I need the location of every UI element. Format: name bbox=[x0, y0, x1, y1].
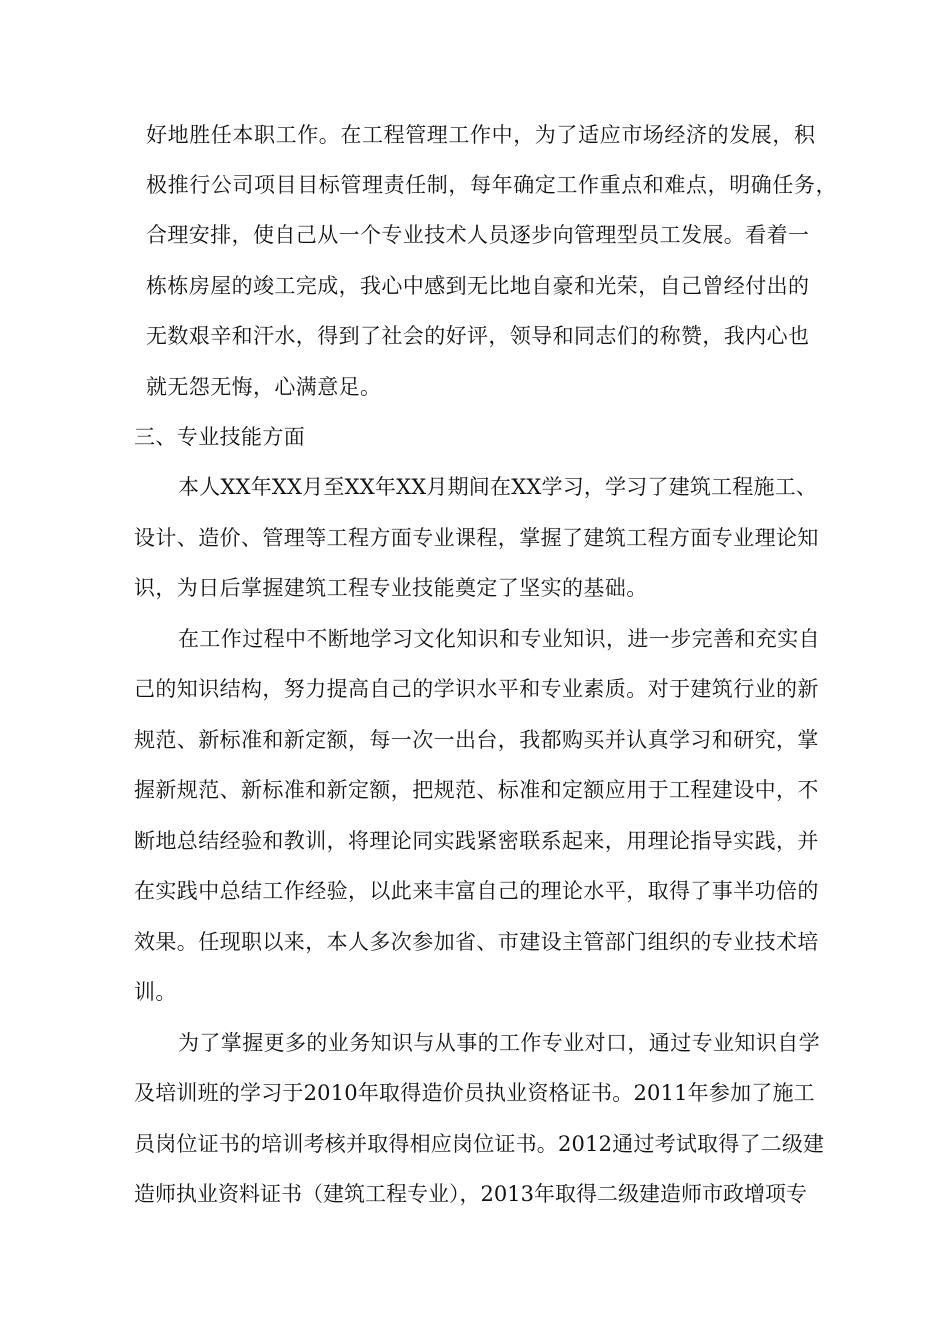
section-heading: 三、专业技能方面 bbox=[134, 425, 306, 449]
paragraph-line: 造师执业资料证书（建筑工程专业），2013年取得二级建造师市政增项专 bbox=[134, 1182, 807, 1206]
paragraph-line: 在实践中总结工作经验，以此来丰富自己的理论水平，取得了事半功倍的 bbox=[134, 879, 819, 903]
paragraph-line: 己的知识结构，努力提高自己的学识水平和专业素质。对于建筑行业的新 bbox=[134, 677, 819, 701]
paragraph-line: 为了掌握更多的业务知识与从事的工作专业对口，通过专业知识自学 bbox=[178, 1031, 820, 1055]
paragraph-line: 好地胜任本职工作。在工程管理工作中，为了适应市场经济的发展，积 bbox=[146, 123, 816, 147]
paragraph-line: 断地总结经验和教训，将理论同实践紧密联系起来，用理论指导实践，并 bbox=[134, 829, 819, 853]
paragraph-line: 栋栋房屋的竣工完成，我心中感到无比地自豪和光荣，自己曾经付出的 bbox=[146, 274, 810, 298]
paragraph-line: 及培训班的学习于2010年取得造价员执业资格证书。2011年参加了施工 bbox=[134, 1081, 815, 1105]
paragraph-line: 本人XX年XX月至XX年XX月期间在XX学习，学习了建筑工程施工、 bbox=[178, 475, 818, 499]
paragraph-line: 效果。任现职以来，本人多次参加省、市建设主管部门组织的专业技术培 bbox=[134, 930, 819, 954]
paragraph-line: 在工作过程中不断地学习文化知识和专业知识，进一步完善和充实自 bbox=[178, 627, 820, 651]
paragraph-line: 设计、造价、管理等工程方面专业课程，掌握了建筑工程方面专业理论知 bbox=[134, 526, 819, 550]
paragraph-line: 握新规范、新标准和新定额，把规范、标准和定额应用于工程建设中，不 bbox=[134, 778, 819, 802]
paragraph-line: 就无怨无悔，心满意足。 bbox=[146, 375, 382, 399]
paragraph-line: 规范、新标准和新定额，每一次一出台，我都购买并认真学习和研究，掌 bbox=[134, 728, 819, 752]
paragraph-line: 员岗位证书的培训考核并取得相应岗位证书。2012通过考试取得了二级建 bbox=[134, 1132, 825, 1156]
paragraph-line: 极推行公司项目目标管理责任制，每年确定工作重点和难点，明确任务， bbox=[146, 173, 838, 197]
paragraph-line: 无数艰辛和汗水，得到了社会的好评，领导和同志们的称赞，我内心也 bbox=[146, 324, 810, 348]
paragraph-line: 合理安排，使自己从一个专业技术人员逐步向管理型员工发展。看着一 bbox=[146, 223, 810, 247]
paragraph-line: 识，为日后掌握建筑工程专业技能奠定了坚实的基础。 bbox=[134, 576, 648, 600]
paragraph-line: 训。 bbox=[134, 980, 177, 1004]
